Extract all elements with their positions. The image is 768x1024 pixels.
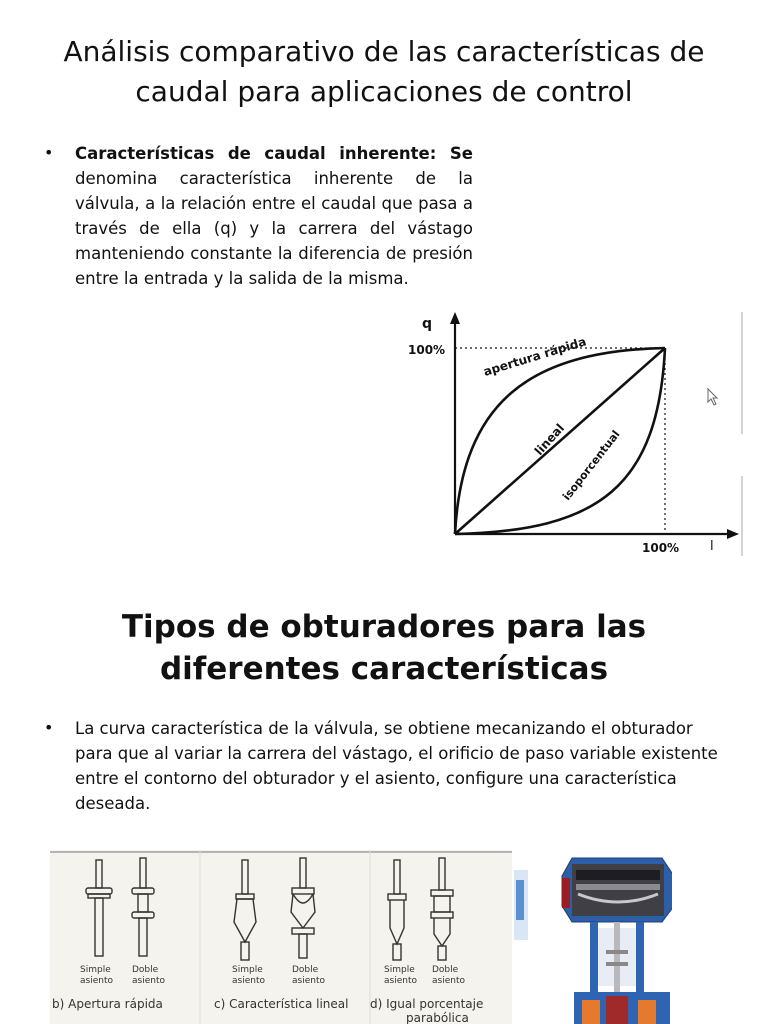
label-doble: Doble: [432, 965, 459, 975]
label-doble: Doble: [132, 965, 159, 975]
label-asiento: asiento: [132, 976, 165, 986]
slide-title: Tipos de obturadores para las diferentes características: [121, 609, 647, 687]
plug-types-illustration: [50, 850, 530, 1024]
caption-linear: c) Característica lineal: [214, 997, 349, 1011]
bullet-text: La curva característica de la válvula, se obtiene mecanizando el obturador para que al variar la carrera del vástago, el orificio de paso variable existente entre el contorno del obturador y el asiento, configure una característica deseada.: [75, 719, 718, 813]
x-axis-label: l: [710, 539, 714, 554]
caption-parabolic: parabólica: [406, 1011, 469, 1024]
bullet-body: denomina característica inherente de la válvula, a la relación entre el caudal que pasa a través de ella (q) y la carrera del vástago manteniendo constante la diferencia de presión entre la entrada y la salida de la misma.: [75, 169, 473, 288]
label-simple: Simple: [232, 965, 263, 975]
label-asiento: asiento: [232, 976, 265, 986]
label-simple: Simple: [384, 965, 415, 975]
caption-quick-opening: b) Apertura rápida: [52, 997, 163, 1011]
x-axis-arrow: [727, 529, 739, 539]
label-asiento: asiento: [292, 976, 325, 986]
bullet-bold-term: Características de caudal inherente: Se: [75, 144, 473, 163]
bullet-marker: •: [44, 718, 54, 737]
label-quick-opening: apertura rápida: [481, 334, 588, 379]
cursor-icon: [708, 389, 717, 405]
y-axis-label: q: [422, 316, 433, 332]
caption-equal-percentage: d) Igual porcentaje: [370, 997, 484, 1011]
label-asiento: asiento: [80, 976, 113, 986]
label-asiento: asiento: [384, 976, 417, 986]
slide-plug-types: [0, 588, 768, 1024]
flow-characteristic-graph: [400, 306, 750, 566]
bullet-marker: •: [44, 143, 54, 162]
x-tick-100: 100%: [642, 541, 680, 555]
label-doble: Doble: [292, 965, 319, 975]
label-linear: lineal: [531, 421, 568, 459]
bullet-text: [75, 141, 473, 291]
label-equal-percentage: isoporcentual: [560, 427, 623, 503]
label-asiento: asiento: [432, 976, 465, 986]
y-axis-arrow: [450, 312, 460, 324]
control-valve-cutaway-illustration: [512, 850, 672, 1024]
y-tick-100: 100%: [408, 343, 446, 357]
label-simple: Simple: [80, 965, 111, 975]
slide-title: Análisis comparativo de las características de caudal para aplicaciones de control: [63, 35, 705, 108]
